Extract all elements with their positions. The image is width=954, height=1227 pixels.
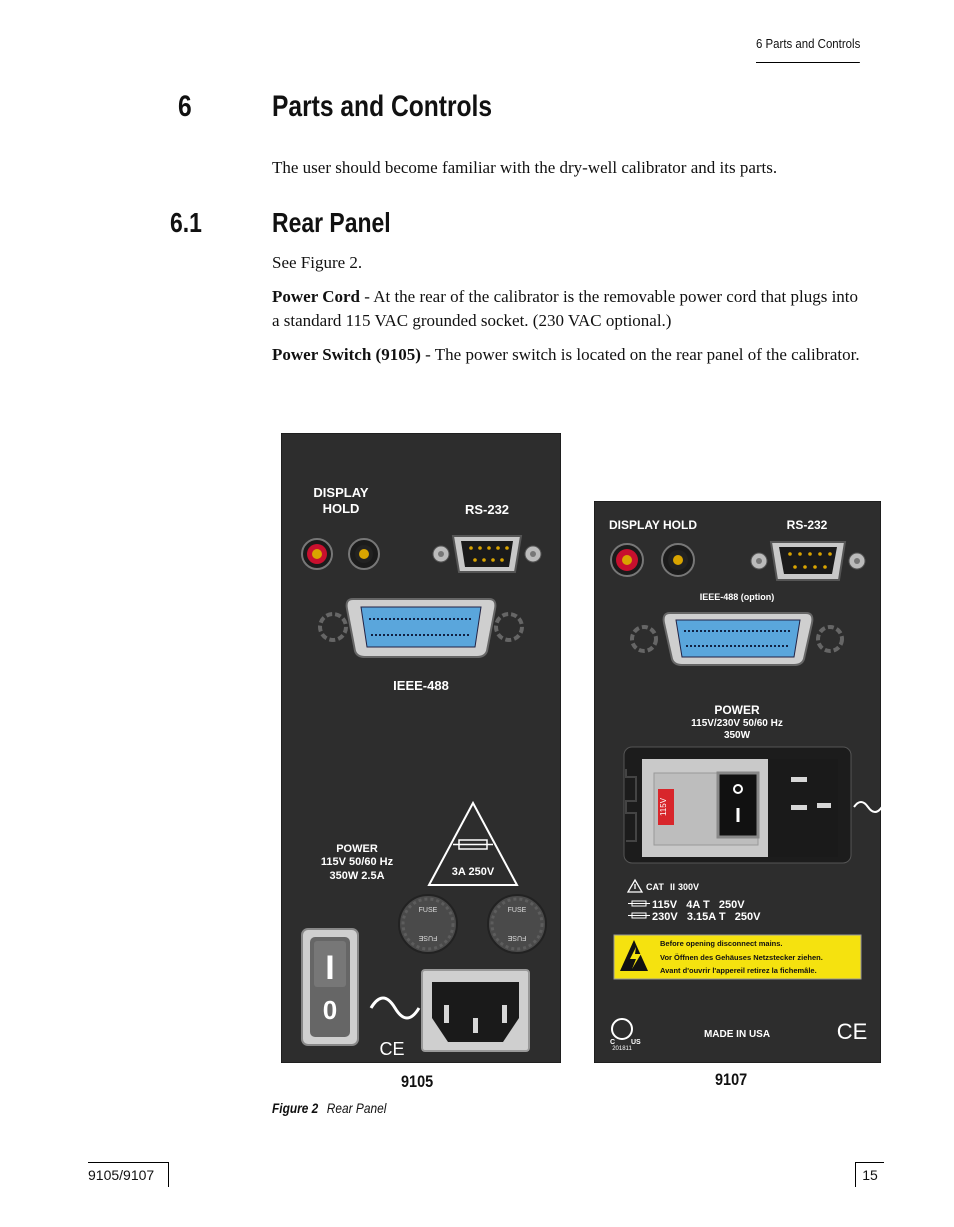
footer-model: 9105/9107 [88,1162,169,1187]
power-watt-label: 350W 2.5A [329,870,385,882]
display-hold-label-2: HOLD [322,501,360,516]
power-voltage-label: 115V 50/60 Hz [320,856,394,868]
fuse-holder-left[interactable] [399,895,457,953]
ieee-488-label: IEEE-488 [393,678,449,693]
fuse-word-left-bottom: FUSE [418,934,438,941]
csa-c: C [610,1039,616,1046]
display-hold-red-jack[interactable] [611,544,643,576]
display-hold-label: DISPLAY HOLD [608,518,698,532]
power-watt-label: 350W [723,730,751,741]
power-switch[interactable] [302,929,358,1045]
figure-label: Figure 2 [272,1100,319,1116]
rs232-label: RS-232 [786,518,828,532]
section-number: 6.1 [170,207,202,238]
caption-9105: 9105 [401,1072,434,1091]
fuse-holder-right[interactable] [488,895,546,953]
intro-paragraph: The user should become familiar with the dry-well calibrator and its parts. [272,158,778,177]
switch-off-symbol: 0 [322,995,338,1025]
running-header: 6 Parts and Controls [756,36,860,63]
display-hold-black-jack[interactable] [662,544,694,576]
display-hold-black-jack[interactable] [349,539,379,569]
power-switch-label-close: ) [415,345,421,364]
cat-roman-label: II [670,882,676,892]
power-cord-paragraph [272,285,862,333]
fuse-rating-label: 3A 250V [451,866,495,878]
ce-mark: CE [836,1019,868,1044]
warning-label [614,935,861,979]
warning-text-fr: Avant d'ouvrir l'appereil retirez la fichemâle. [660,966,817,975]
power-voltage-label: 115V/230V 50/60 Hz [691,718,783,729]
fuse-word-right-top: FUSE [507,907,527,914]
figure-caption [272,1100,386,1116]
section-title: Rear Panel [272,207,391,238]
csa-number: 201811 [612,1046,632,1052]
display-hold-label-1: DISPLAY [313,485,369,500]
fuse-word-right-bottom: FUSE [507,934,527,941]
made-in-usa-label: MADE IN USA [703,1029,771,1040]
power-switch-label: Power Switch (9105 [272,345,416,364]
voltage-tag-label: 115V [659,797,668,817]
fuse-word-left-top: FUSE [418,907,438,914]
rear-panel-9105 [281,433,561,1063]
warning-text-en: Before opening disconnect mains. [660,939,783,948]
power-cord-text: - At the rear of the calibrator is the removable power cord that plugs into a standard 115 VAC grounded socket. (230 VAC optional.) [272,287,859,330]
power-cord-label: Power Cord [272,287,360,306]
page-number: 15 [855,1162,884,1187]
chapter-number: 6 [178,90,192,123]
fuse-rating-230: 230V 3.15A T 250V [652,911,761,923]
cat-voltage-label: 300V [678,882,700,892]
warning-text-de: Vor Öffnen des Gehäuses Netzstecker ziehen. [660,953,823,962]
fuse-rating-115: 115V 4A T 250V [652,899,745,911]
rs232-label: RS-232 [464,502,510,517]
csa-us: US [631,1039,641,1046]
ce-mark: CE [379,1039,405,1059]
power-label: POWER [714,703,760,717]
chapter-title: Parts and Controls [272,90,493,123]
rear-panel-9107 [594,501,881,1063]
see-figure-text: See Figure 2. [272,253,363,272]
caption-9107: 9107 [715,1070,748,1089]
cat-label: CAT [646,882,664,892]
voltage-selector[interactable] [658,789,674,825]
power-switch[interactable] [718,773,758,837]
display-hold-red-jack[interactable] [302,539,332,569]
ieee-488-option-label: IEEE-488 (option) [699,592,775,602]
figure-title: Rear Panel [326,1100,387,1116]
power-switch-paragraph [272,343,862,367]
power-label: POWER [336,843,378,855]
switch-on-symbol: I [325,949,335,987]
power-inlet[interactable] [422,970,529,1051]
power-switch-text: - The power switch is located on the rear panel of the calibrator. [420,345,860,364]
